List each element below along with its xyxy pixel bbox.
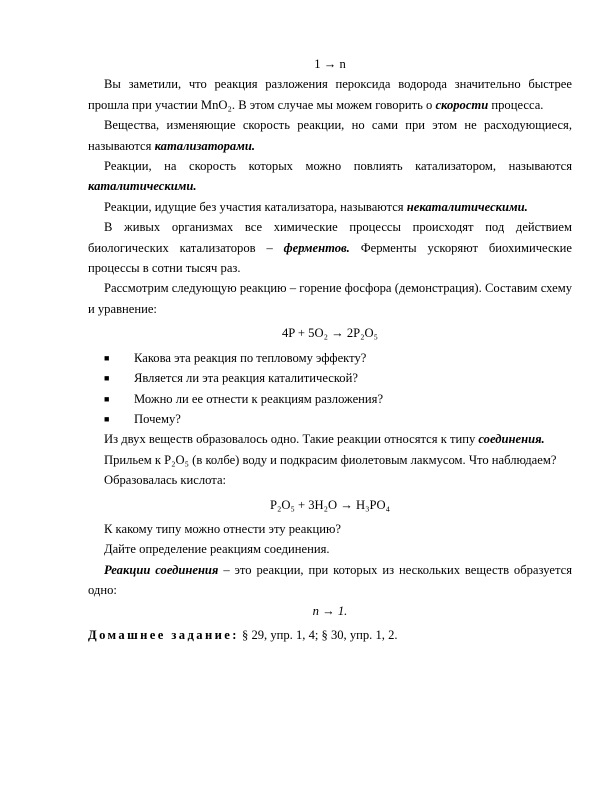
question-item: ■ Почему? [104,409,572,429]
paragraph-acid-formed: Образовалась кислота: [104,473,227,488]
paragraph-text: Из двух веществ образовалось одно. Такие реакции относятся к типу [104,432,479,447]
paragraph-text: – это реакции, при которых из нескольких веществ образуется одно: [88,562,572,598]
equation-phosphoric-acid: P₂O₅ + 3H₂O → H₃PO₄ [269,497,391,512]
paragraph-question-type: К какому типу можно отнести эту реакцию? [104,521,341,536]
paragraph-catalyst-speed [88,74,572,115]
question-item: ■ Является ли эта реакция каталитической? [104,368,572,388]
bullet-square-icon: ■ [104,352,110,363]
paragraph-text: Вещества, изменяющие скорость реакции, но сами при этом не расходующиеся, называются [88,118,572,153]
paragraph-give-definition: Дайте определение реакциям соединения. [104,542,330,557]
paragraph-combination-type [88,429,572,449]
question-list [88,348,572,430]
paragraph-text: Реакции, идущие без участия катализатора, называются [104,199,407,214]
term-catalytic: каталитическими. [88,179,197,194]
scheme-n-to-one: n → 1. [312,603,348,618]
homework-label: Домашнее задание: [88,627,239,642]
question-item: ■ Можно ли ее отнести к реакциям разложения? [104,389,572,409]
term-noncatalytic: некаталитическими. [406,199,528,214]
paragraph-phosphorus-burning: Рассмотрим следующую реакцию – горение фосфора (демонстрация). Составим схему и уравнение: [88,281,572,316]
paragraph-litmus: Прильем к P₂O₅ (в колбе) воду и подкрасим фиолетовым лакмусом. Что наблюдаем? [104,452,557,467]
term-combination: соединения. [478,432,545,447]
paragraph-text: Вы заметили, что реакция разложения пероксида водорода значительно быстрее прошла при участии MnO₂. В этом случае мы можем говорить о [88,77,572,112]
bullet-square-icon: ■ [104,373,110,384]
paragraph-enzymes [88,217,572,278]
bullet-square-icon: ■ [104,413,110,424]
bullet-square-icon: ■ [104,393,110,404]
homework [88,625,572,645]
term-catalysts: катализаторами. [154,138,256,153]
equation-phosphorus-oxidation: 4P + 5O₂ → 2P₂O₅ [281,326,379,341]
term-enzymes: ферментов. [283,240,350,255]
paragraph-combination-definition [88,560,572,601]
paragraph-text: В живых организмах все химические процессы происходят под действием биологических катализаторов – [88,220,572,255]
paragraph-text: Реакции, на скорость которых можно повлиять катализатором, называются [104,159,572,174]
question-item: ■ Какова эта реакция по тепловому эффекту? [104,348,572,368]
scheme-one-to-n: 1 → n [314,57,346,71]
paragraph-noncatalytic-reactions [88,197,572,217]
paragraph-catalysts-definition [88,115,572,156]
paragraph-catalytic-reactions [88,156,572,197]
homework-text: § 29, упр. 1, 4; § 30, упр. 1, 2. [238,627,398,642]
paragraph-tail: Ферменты ускоряют биохимические процессы в сотни тысяч раз. [88,240,572,276]
term-combination-reactions: Реакции соединения [104,562,219,577]
term-speed: скорости [435,97,489,112]
document-page [88,54,572,645]
paragraph-tail: процесса. [488,97,544,112]
